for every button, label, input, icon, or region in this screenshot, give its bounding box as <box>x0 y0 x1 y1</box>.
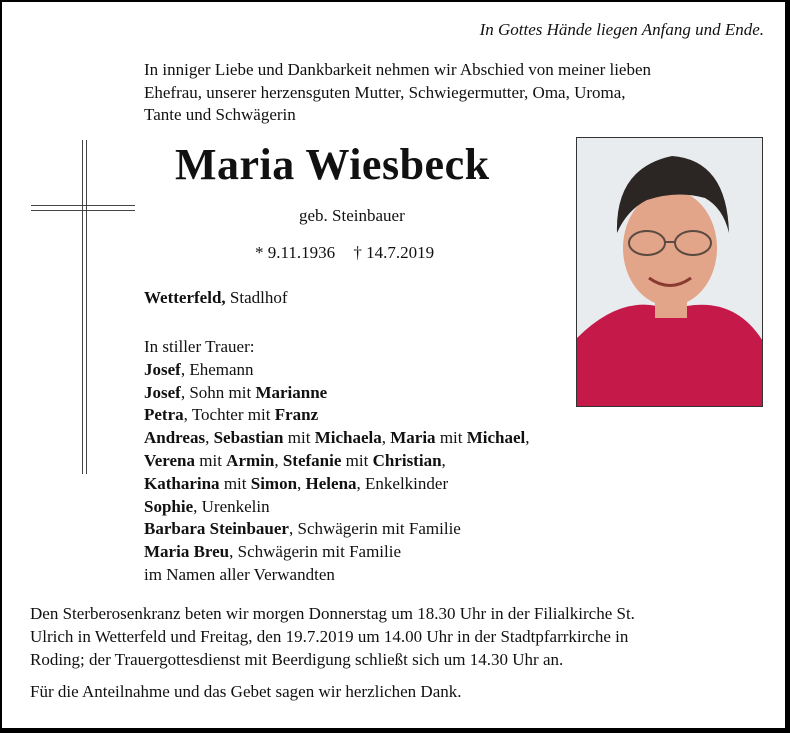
portrait-image <box>577 138 763 407</box>
mourner-name: Michael <box>466 428 526 448</box>
mourner-name: Christian <box>372 450 442 470</box>
mourner-relation: , <box>381 428 391 448</box>
mourner-name: Maria <box>390 428 436 448</box>
mourner-line <box>144 450 530 473</box>
mourner-name: Sebastian <box>213 428 284 448</box>
mourner-name: Michaela <box>314 428 382 448</box>
intro-line: In inniger Liebe und Dankbarkeit nehmen wir Abschied von meiner lieben <box>144 60 652 79</box>
death-date: † 14.7.2019 <box>353 243 435 262</box>
mourner-name: Helena <box>305 473 357 493</box>
mourner-relation: mit <box>283 428 315 448</box>
mourner-line <box>144 359 530 382</box>
thanks-text: Für die Anteilnahme und das Gebet sagen wir herzlichen Dank. <box>30 682 462 701</box>
mourner-name: Stefanie <box>282 450 342 470</box>
residence <box>144 288 288 308</box>
mourner-name: Simon <box>250 473 298 493</box>
mourner-name: Petra <box>144 405 184 425</box>
mourner-relation: im Namen aller Verwandten <box>144 564 335 584</box>
mourner-relation: , Schwägerin mit Familie <box>288 519 461 539</box>
maiden-name: geb. Steinbauer <box>299 206 405 225</box>
birth-date: * 9.11.1936 <box>255 243 336 262</box>
mourner-relation: , <box>525 428 530 448</box>
mourner-relation: mit <box>195 450 227 470</box>
portrait-photo <box>576 137 763 407</box>
mourner-relation: , <box>297 473 306 493</box>
mourner-name: Marianne <box>255 382 328 402</box>
mourner-line <box>144 518 530 541</box>
mourner-line <box>144 473 530 496</box>
mourners-heading: In stiller Trauer: <box>144 337 255 356</box>
mourner-relation: mit <box>435 428 467 448</box>
deceased-name: Maria Wiesbeck <box>175 140 490 189</box>
mourner-relation: , Ehemann <box>180 359 254 379</box>
life-dates <box>255 243 434 263</box>
service-line: Roding; der Trauergottesdienst mit Beerdigung schließt sich um 14.30 Uhr an. <box>30 649 564 669</box>
motto-text: In Gottes Hände liegen Anfang und Ende. <box>479 20 764 39</box>
mourner-name: Andreas <box>144 428 206 448</box>
mourner-relation: , Enkelkinder <box>356 473 449 493</box>
service-line: Den Sterberosenkranz beten wir morgen Donnerstag um 18.30 Uhr in der Filialkirche St. <box>30 604 635 623</box>
mourner-name: Verena <box>144 450 195 470</box>
mourner-name: Franz <box>274 405 319 425</box>
intro-paragraph <box>144 59 651 127</box>
mourner-relation: , <box>441 450 446 470</box>
mourner-name: Josef <box>144 359 181 379</box>
residence-house: Stadlhof <box>229 288 288 307</box>
mourner-relation: , Tochter mit <box>183 405 275 425</box>
mourner-relation: , Sohn mit <box>180 382 256 402</box>
mourner-name: Katharina <box>144 473 220 493</box>
mourner-line <box>144 427 530 450</box>
mourner-relation: , <box>205 428 214 448</box>
service-line: Ulrich in Wetterfeld und Freitag, den 19.7.2019 um 14.00 Uhr in der Stadtpfarrkirche in <box>30 626 629 646</box>
mourner-line <box>144 404 530 427</box>
service-paragraph <box>30 603 760 671</box>
mourner-name: Maria Breu <box>144 542 230 562</box>
residence-town: Wetterfeld, <box>144 288 226 307</box>
mourner-name: Sophie <box>144 496 194 516</box>
mourner-line <box>144 496 530 519</box>
intro-line: Ehefrau, unserer herzensguten Mutter, Schwiegermutter, Oma, Uroma, <box>144 82 626 102</box>
mourner-name: Josef <box>144 382 181 402</box>
mourner-name: Armin <box>226 450 275 470</box>
mourner-relation: , Schwägerin mit Familie <box>229 542 402 562</box>
mourner-relation: , Urenkelin <box>193 496 270 516</box>
mourner-name: Barbara Steinbauer <box>144 519 289 539</box>
mourner-relation: mit <box>219 473 251 493</box>
mourner-relation: mit <box>341 450 373 470</box>
mourner-line <box>144 564 530 587</box>
mourner-relation: , <box>274 450 283 470</box>
mourner-line <box>144 541 530 564</box>
intro-line: Tante und Schwägerin <box>144 105 296 124</box>
mourner-line <box>144 382 530 405</box>
mourners-list <box>144 336 530 587</box>
